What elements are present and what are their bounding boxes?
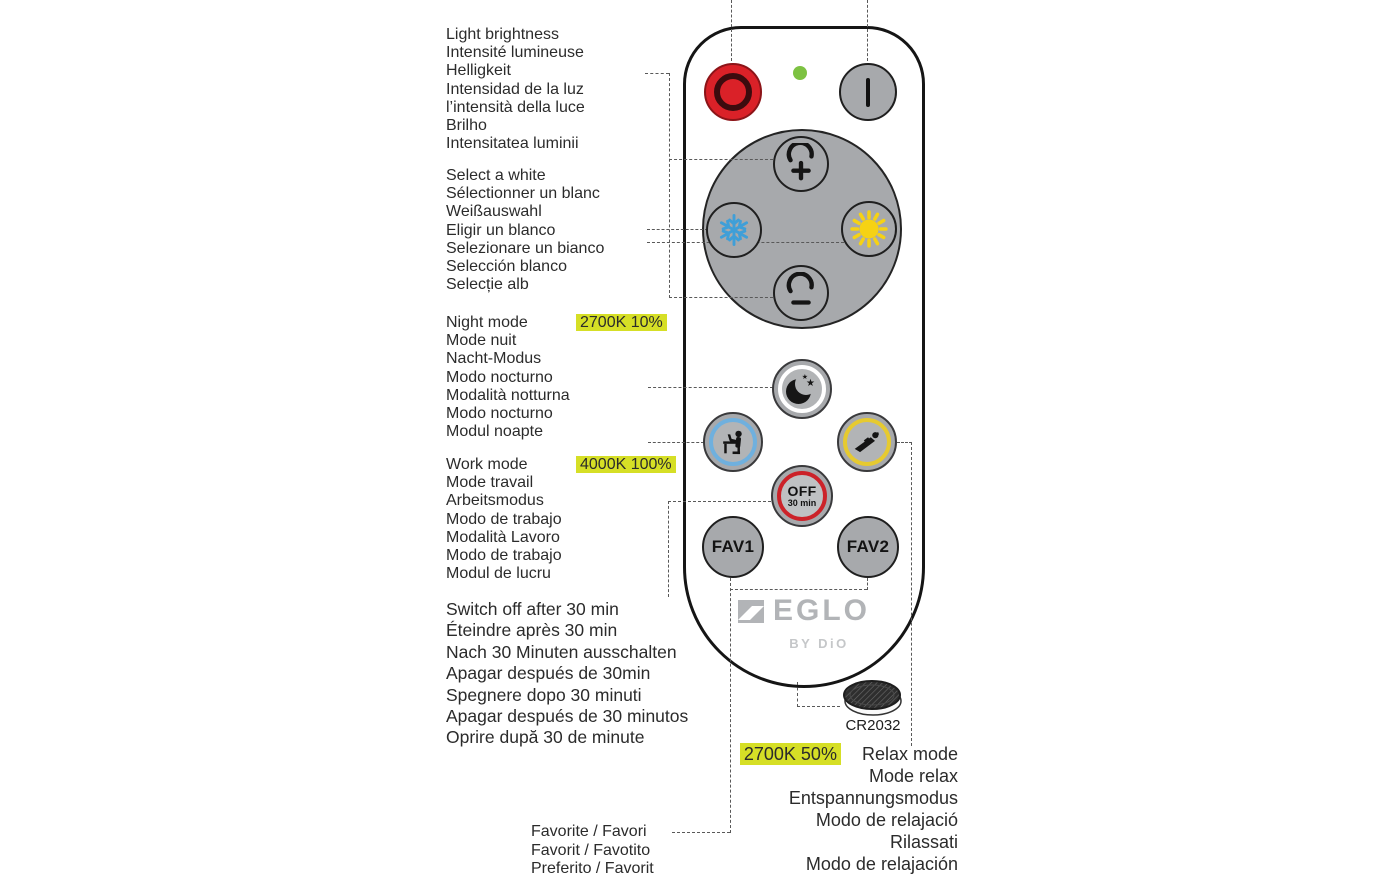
night-mode-badge: 2700K 10% bbox=[576, 314, 667, 331]
label-line: Relax mode bbox=[861, 744, 958, 764]
brand-byline: BY DiO bbox=[789, 636, 849, 651]
label-line: Intensitatea luminii bbox=[446, 135, 579, 153]
label-line: Modo de trabajo bbox=[446, 547, 562, 565]
label-line: Modalità Lavoro bbox=[446, 528, 560, 546]
label-line: Mode nuit bbox=[446, 332, 517, 350]
power-on-bar-icon bbox=[866, 78, 870, 107]
connector-dash bbox=[669, 73, 670, 298]
connector-dash bbox=[731, 0, 732, 61]
label-line: Modo nocturno bbox=[446, 405, 553, 423]
cool-white-button[interactable] bbox=[706, 202, 762, 258]
connector-dash bbox=[867, 0, 868, 61]
label-favorite bbox=[531, 823, 654, 875]
sun-icon bbox=[849, 209, 889, 249]
status-led-icon bbox=[793, 66, 807, 80]
label-line: Switch off after 30 min bbox=[446, 599, 619, 619]
label-line: Oprire după 30 de minute bbox=[446, 727, 645, 748]
off-30min-button[interactable] bbox=[771, 465, 833, 527]
coin-cell-battery-icon bbox=[840, 674, 906, 722]
connector-dash bbox=[797, 706, 840, 707]
label-line: Spegnere dopo 30 minuti bbox=[446, 684, 642, 705]
relax-mode-button[interactable] bbox=[837, 412, 897, 472]
connector-dash bbox=[730, 589, 867, 590]
brand-name: EGLO bbox=[772, 594, 870, 627]
label-line: Modalità notturna bbox=[446, 386, 570, 404]
power-on-button[interactable] bbox=[839, 63, 897, 121]
connector-dash bbox=[797, 682, 798, 707]
label-line: Work mode bbox=[446, 456, 528, 473]
label-switch-off bbox=[446, 599, 688, 749]
label-line: Favorite / Favori bbox=[531, 823, 647, 840]
connector-dash bbox=[867, 578, 868, 590]
brightness-down-icon bbox=[782, 272, 820, 314]
label-line: Modul noapte bbox=[446, 423, 543, 441]
work-mode-button[interactable] bbox=[703, 412, 763, 472]
label-line: Apagar después de 30 minutos bbox=[446, 706, 689, 727]
fav2-label: FAV2 bbox=[846, 537, 890, 556]
connector-dash bbox=[648, 442, 704, 443]
night-mode-button[interactable] bbox=[772, 359, 832, 419]
person-reclining-icon bbox=[851, 426, 883, 458]
connector-dash bbox=[669, 297, 773, 298]
fav1-label: FAV1 bbox=[711, 537, 755, 556]
label-line: Nacht-Modus bbox=[446, 350, 542, 368]
power-off-ring-icon bbox=[714, 73, 752, 111]
snowflake-icon bbox=[716, 212, 752, 248]
label-line: Entspannungsmodus bbox=[788, 788, 958, 808]
label-line: Modo de trabajo bbox=[446, 510, 562, 528]
label-line: Brilho bbox=[446, 117, 487, 135]
label-line: Intensité lumineuse bbox=[446, 44, 584, 62]
label-line: Night mode bbox=[446, 314, 528, 331]
label-line: l’intensità della luce bbox=[446, 98, 585, 116]
label-light-brightness bbox=[446, 26, 585, 153]
connector-dash bbox=[648, 387, 773, 388]
relax-mode-badge: 2700K 50% bbox=[740, 743, 841, 765]
label-relax-mode bbox=[690, 743, 958, 875]
fav1-button[interactable] bbox=[702, 516, 764, 578]
label-line: Apagar después de 30min bbox=[446, 663, 651, 684]
label-line: Nach 30 Minuten ausschalten bbox=[446, 641, 677, 662]
label-line: Light brightness bbox=[446, 26, 559, 43]
connector-dash bbox=[668, 501, 771, 502]
label-line: Modo de relajación bbox=[805, 854, 958, 874]
label-line: Selección blanco bbox=[446, 258, 567, 276]
night-mode-inner bbox=[778, 365, 826, 413]
star-icon bbox=[802, 373, 808, 381]
label-line: Helligkeit bbox=[446, 62, 511, 80]
battery-label: CR2032 bbox=[845, 717, 901, 734]
label-line: Mode relax bbox=[868, 766, 958, 786]
label-line: Intensidad de la luz bbox=[446, 80, 584, 98]
off-30min-label: 30 min bbox=[787, 497, 817, 508]
fav2-button[interactable] bbox=[837, 516, 899, 578]
connector-dash bbox=[911, 442, 912, 746]
label-line: Preferito / Favorit bbox=[531, 860, 654, 875]
warm-white-button[interactable] bbox=[841, 201, 897, 257]
label-line: Mode travail bbox=[446, 474, 534, 492]
brightness-up-icon bbox=[782, 143, 820, 185]
label-line: Rilassati bbox=[889, 832, 958, 852]
label-line: Favorit / Favotito bbox=[531, 841, 651, 859]
label-night-mode bbox=[446, 314, 667, 441]
brightness-down-button[interactable] bbox=[773, 265, 829, 321]
label-line: Éteindre après 30 min bbox=[446, 620, 618, 641]
off-label: OFF bbox=[787, 482, 817, 499]
label-select-white bbox=[446, 167, 604, 294]
label-line: Modo nocturno bbox=[446, 368, 553, 386]
label-line: Eligir un blanco bbox=[446, 221, 556, 239]
person-at-desk-icon bbox=[717, 426, 749, 458]
label-line: Select a white bbox=[446, 167, 546, 184]
label-work-mode bbox=[446, 456, 676, 583]
brand-logo bbox=[684, 594, 924, 651]
off-30min-inner bbox=[777, 471, 827, 521]
work-mode-inner bbox=[709, 418, 757, 466]
label-line: Modo de relajació bbox=[815, 810, 958, 830]
connector-dash bbox=[669, 159, 773, 160]
work-mode-badge: 4000K 100% bbox=[576, 456, 676, 473]
eglo-logo-mark-icon bbox=[738, 600, 764, 623]
label-line: Sélectionner un blanc bbox=[446, 185, 600, 203]
label-line: Modul de lucru bbox=[446, 565, 551, 583]
connector-dash bbox=[897, 442, 912, 443]
label-line: Selezionare un bianco bbox=[446, 239, 605, 257]
label-line: Selecție alb bbox=[446, 276, 529, 294]
relax-mode-inner bbox=[843, 418, 891, 466]
connector-dash bbox=[647, 229, 708, 230]
brightness-up-button[interactable] bbox=[773, 136, 829, 192]
connector-dash bbox=[645, 73, 669, 74]
label-line: Arbeitsmodus bbox=[446, 492, 544, 510]
label-line: Weißauswahl bbox=[446, 203, 542, 221]
power-off-button[interactable] bbox=[704, 63, 762, 121]
